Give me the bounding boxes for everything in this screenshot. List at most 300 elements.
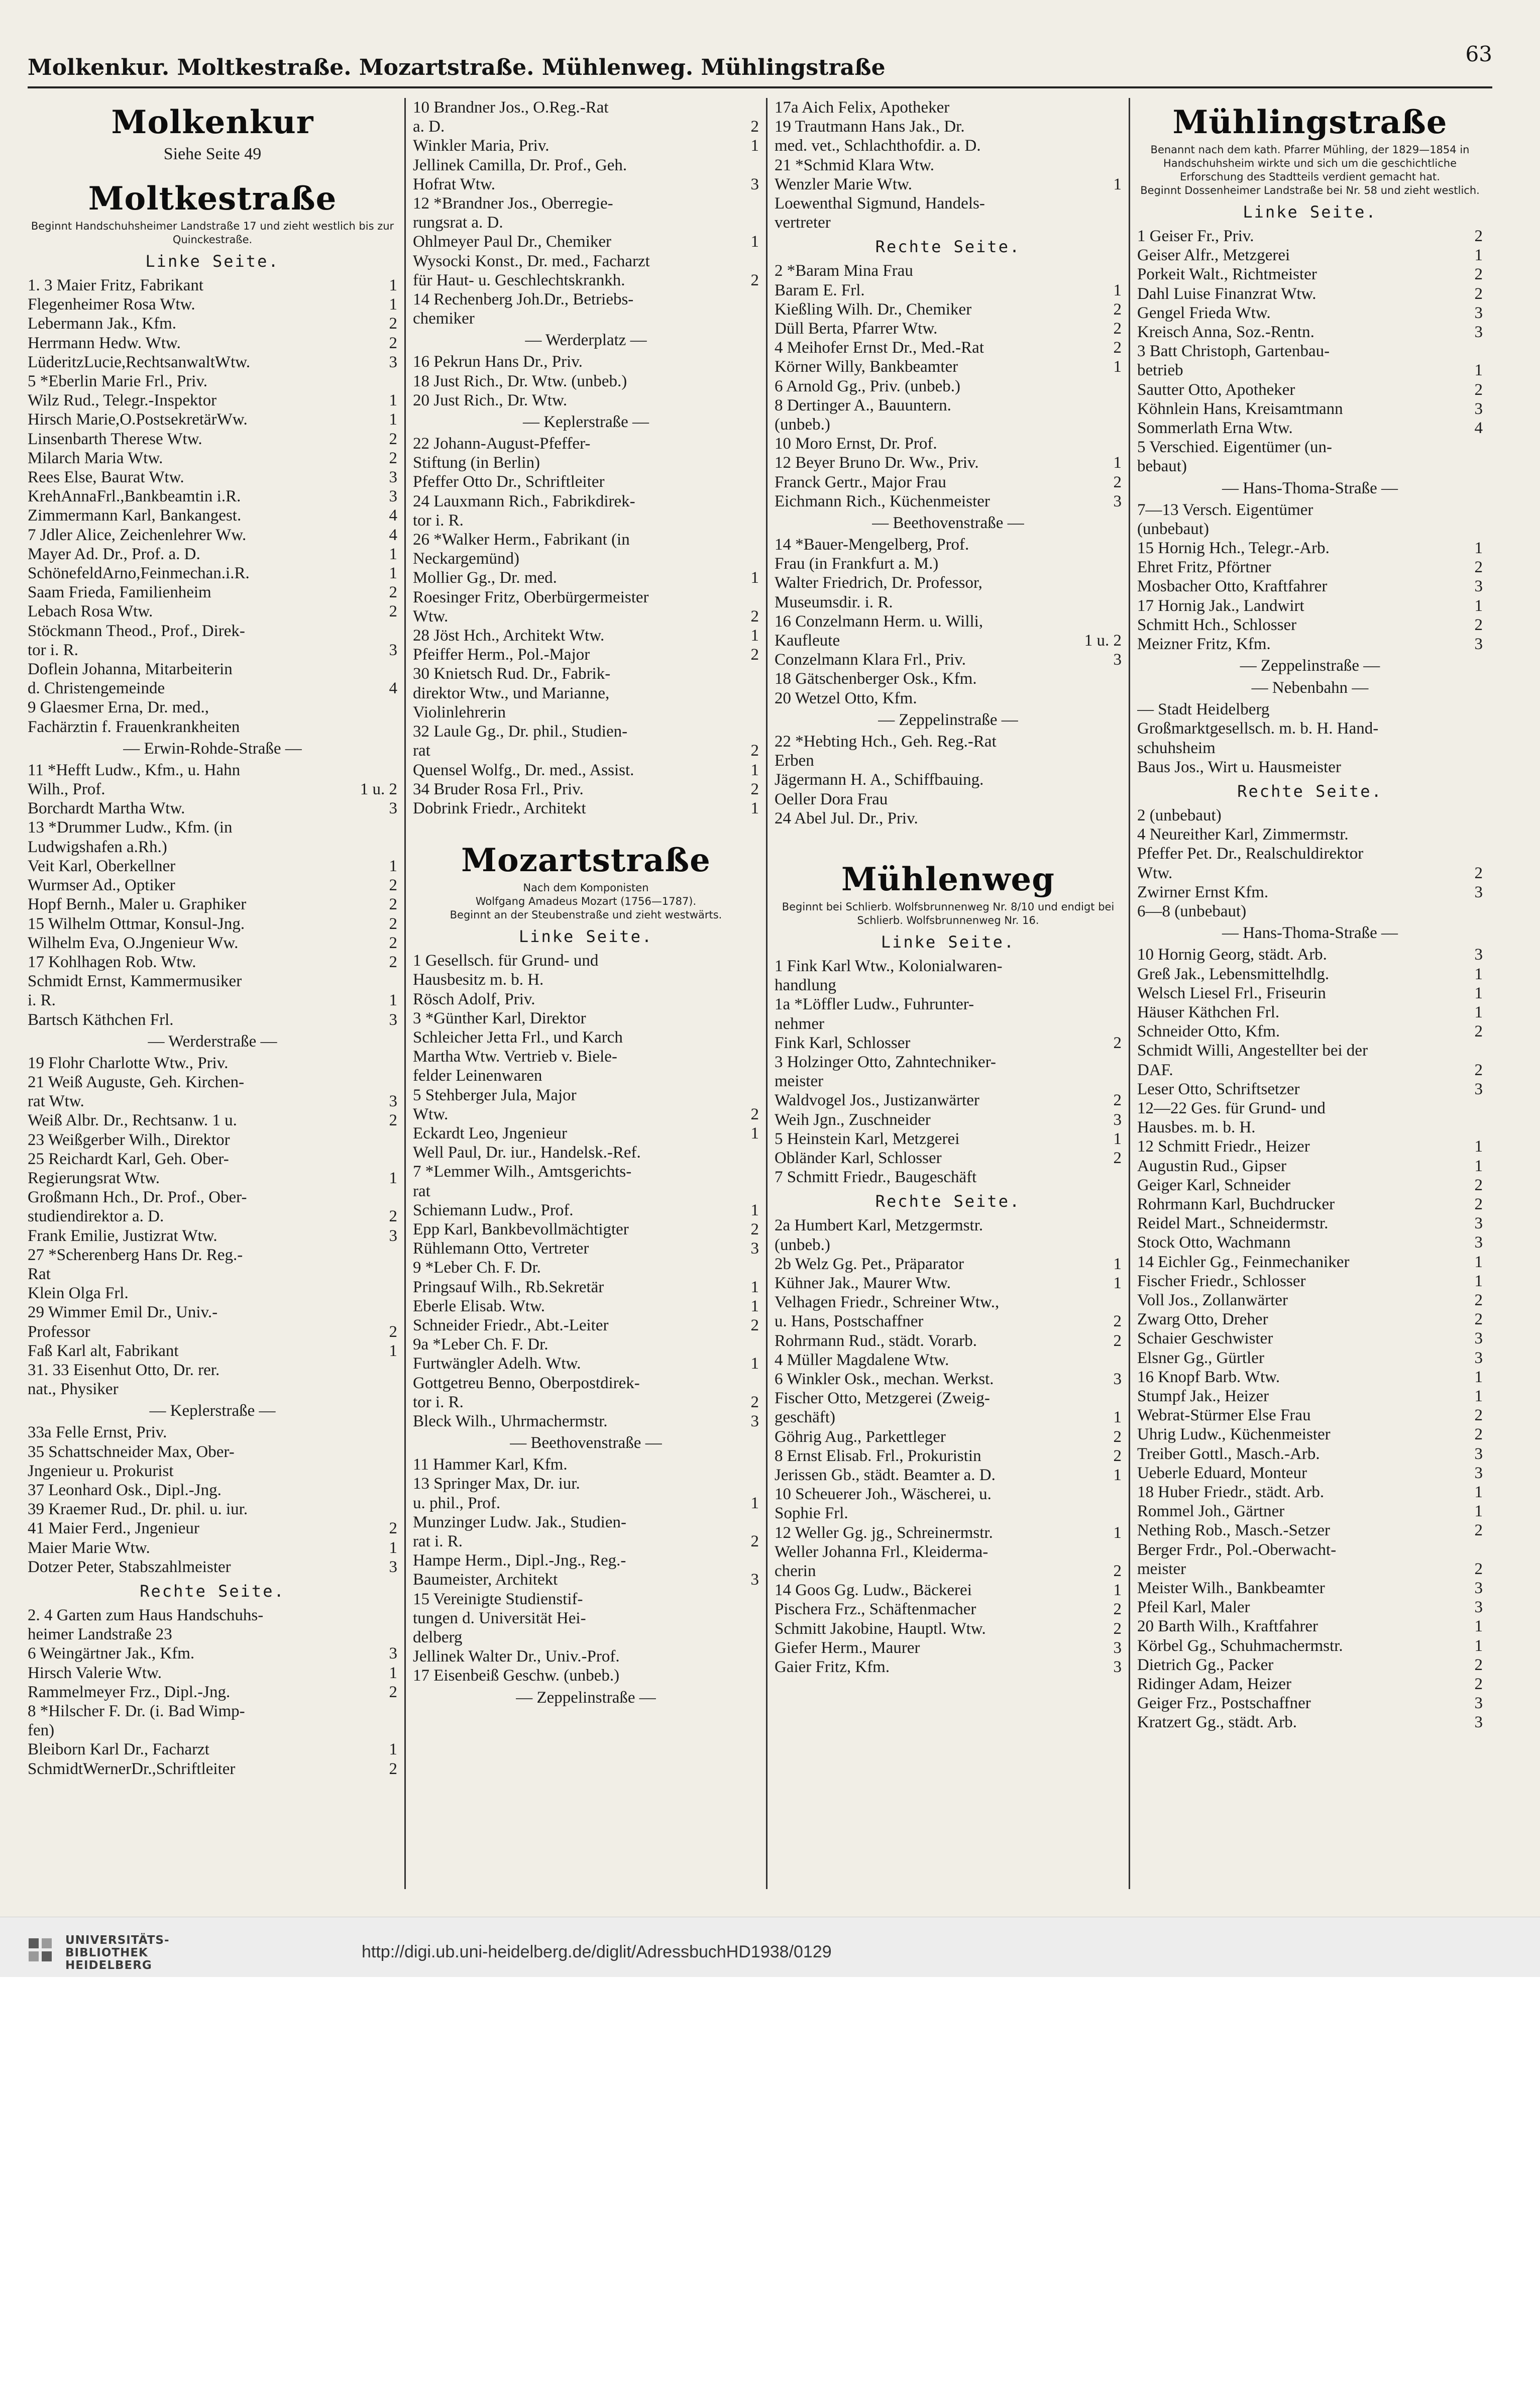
directory-entry xyxy=(775,554,1122,573)
directory-entry xyxy=(413,352,759,371)
floor-number xyxy=(1481,844,1483,863)
entry-text: Giefer Herm., Maurer xyxy=(775,1638,920,1657)
directory-entry xyxy=(775,1485,1122,1504)
directory-entry xyxy=(775,535,1122,554)
directory-entry xyxy=(413,1028,759,1047)
floor-number xyxy=(395,1130,397,1150)
floor-number: 2 xyxy=(1474,558,1483,577)
floor-number xyxy=(1120,751,1122,770)
entry-text: 8 *Hilscher F. Dr. (i. Bad Wimp- xyxy=(28,1702,245,1721)
floor-number xyxy=(1481,719,1483,738)
directory-entry xyxy=(413,645,759,664)
directory-entry xyxy=(413,568,759,587)
entry-text: Fachärztin f. Frauenkrankheiten xyxy=(28,717,240,736)
spacer xyxy=(775,837,1122,846)
floor-number: 2 xyxy=(1474,1195,1483,1213)
floor-number: 2 xyxy=(750,646,759,664)
entry-text: 21 *Schmid Klara Wtw. xyxy=(775,156,935,174)
directory-entry xyxy=(413,391,759,410)
entry-text: Weih Jgn., Zuschneider xyxy=(775,1110,931,1129)
directory-entry xyxy=(1137,558,1483,577)
directory-entry xyxy=(1137,457,1483,476)
entry-text: Wtw. xyxy=(413,1105,449,1123)
directory-entry xyxy=(775,650,1122,669)
column-3 xyxy=(766,98,1129,1889)
entry-text: felder Leinenwaren xyxy=(413,1067,542,1085)
floor-number xyxy=(395,1188,397,1207)
floor-number xyxy=(757,492,759,511)
floor-number xyxy=(757,703,759,722)
directory-entry xyxy=(413,703,759,722)
directory-entry xyxy=(775,669,1122,688)
directory-entry xyxy=(28,1644,397,1663)
directory-entry xyxy=(1137,1253,1483,1272)
directory-entry xyxy=(413,951,759,970)
entry-text: 16 Knopf Barb. Wtw. xyxy=(1137,1368,1280,1386)
entry-text: 17 Eisenbeiß Geschw. (unbeb.) xyxy=(413,1667,620,1685)
directory-entry xyxy=(1137,965,1483,984)
floor-number xyxy=(1120,1485,1122,1504)
floor-number xyxy=(395,1073,397,1092)
entry-text: Großmarktgesellsch. m. b. H. Hand- xyxy=(1137,719,1379,738)
entry-text: geschäft) xyxy=(775,1408,835,1427)
floor-number: 2 xyxy=(389,430,397,448)
street-heading: Moltkestraße xyxy=(88,180,337,218)
entry-text: rungsrat a. D. xyxy=(413,214,503,232)
floor-number xyxy=(1120,689,1122,708)
floor-number: 2 xyxy=(389,1111,397,1130)
entry-text: 1 Geiser Fr., Priv. xyxy=(1137,227,1254,245)
entry-text: KrehAnnaFrl.,Bankbeamtin i.R. xyxy=(28,487,241,506)
floor-number xyxy=(1120,790,1122,809)
entry-text: 32 Laule Gg., Dr. phil., Studien- xyxy=(413,722,628,741)
floor-number xyxy=(757,684,759,703)
floor-number: 1 xyxy=(1474,1272,1483,1290)
entry-text: Hausbes. m. b. H. xyxy=(1137,1118,1256,1137)
floor-number xyxy=(395,1054,397,1073)
entry-text: Schmitt Hch., Schlosser xyxy=(1137,615,1297,634)
directory-entry xyxy=(775,98,1122,117)
entry-text: 11 *Hefft Ludw., Kfm., u. Hahn xyxy=(28,761,241,779)
floor-number xyxy=(395,1462,397,1481)
cross-street-marker: — Hans-Thoma-Straße — xyxy=(1222,924,1398,943)
floor-number: 3 xyxy=(389,1226,397,1245)
directory-entry xyxy=(28,526,397,545)
entry-text: Schaier Geschwister xyxy=(1137,1329,1273,1348)
entry-text: Linsenbarth Therese Wtw. xyxy=(28,430,202,448)
entry-text: Sautter Otto, Apotheker xyxy=(1137,380,1295,399)
entry-text: Bleck Wilh., Uhrmachermstr. xyxy=(413,1412,608,1430)
floor-number xyxy=(1120,136,1122,155)
spacer xyxy=(413,818,759,827)
directory-entry xyxy=(413,453,759,472)
directory-entry xyxy=(775,751,1122,770)
directory-entry xyxy=(28,1625,397,1644)
directory-entry xyxy=(775,1168,1122,1187)
directory-entry xyxy=(28,1361,397,1380)
directory-entry xyxy=(413,1278,759,1297)
directory-entry xyxy=(28,1322,397,1341)
floor-number xyxy=(395,1361,397,1380)
entry-text: — Stadt Heidelberg xyxy=(1137,700,1270,719)
directory-entry xyxy=(775,415,1122,434)
entry-text: Jellinek Camilla, Dr. Prof., Geh. xyxy=(413,156,627,174)
directory-entry xyxy=(1137,1617,1483,1636)
floor-number xyxy=(395,1150,397,1169)
floor-number: 1 xyxy=(1113,1129,1122,1148)
entry-text: 10 Scheuerer Joh., Wäscherei, u. xyxy=(775,1485,992,1504)
entry-text: Geiger Frz., Postschaffner xyxy=(1137,1694,1311,1713)
directory-entry xyxy=(1137,825,1483,844)
directory-entry xyxy=(413,1374,759,1393)
entry-text: 9a *Leber Ch. F. Dr. xyxy=(413,1335,548,1354)
floor-number xyxy=(1120,1216,1122,1235)
entry-text: Elsner Gg., Gürtler xyxy=(1137,1348,1264,1367)
directory-entry xyxy=(28,295,397,314)
directory-entry xyxy=(775,434,1122,453)
directory-entry xyxy=(413,1143,759,1162)
directory-entry xyxy=(775,573,1122,592)
directory-entry xyxy=(28,1663,397,1683)
directory-entry xyxy=(775,175,1122,194)
directory-entry xyxy=(28,1740,397,1759)
column-4 xyxy=(1129,98,1490,1889)
floor-number: 4 xyxy=(1474,419,1483,438)
directory-entry xyxy=(413,1393,759,1412)
entry-text: 19 Flohr Charlotte Wtw., Priv. xyxy=(28,1054,229,1072)
floor-number: 1 xyxy=(750,137,759,155)
floor-number: 3 xyxy=(1474,1233,1483,1252)
directory-entry xyxy=(413,1335,759,1354)
floor-number xyxy=(1481,739,1483,758)
floor-number: 3 xyxy=(1474,399,1483,418)
directory-entry xyxy=(28,564,397,583)
entry-text: meister xyxy=(775,1072,824,1091)
floor-number xyxy=(757,309,759,328)
floor-number: 3 xyxy=(389,353,397,371)
floor-number: 1 xyxy=(1474,1368,1483,1386)
entry-text: 28 Jöst Hch., Architekt Wtw. xyxy=(413,627,605,645)
floor-number xyxy=(395,818,397,837)
floor-number xyxy=(757,1335,759,1354)
directory-entry xyxy=(775,1274,1122,1293)
entry-text: 14 Rechenberg Joh.Dr., Betriebs- xyxy=(413,290,634,309)
entry-text: Hausbesitz m. b. H. xyxy=(413,971,544,989)
floor-number: 4 xyxy=(389,679,397,698)
directory-entry xyxy=(413,213,759,232)
directory-entry xyxy=(1137,1425,1483,1444)
directory-entry xyxy=(28,679,397,698)
entry-text: Rommel Joh., Gärtner xyxy=(1137,1502,1285,1521)
floor-number: 3 xyxy=(1113,492,1122,510)
directory-entry xyxy=(775,1504,1122,1523)
entry-text: Doflein Johanna, Mitarbeiterin xyxy=(28,660,233,679)
floor-number: 2 xyxy=(1113,320,1122,338)
floor-number: 3 xyxy=(750,1412,759,1430)
entry-text: Rühlemann Otto, Vertreter xyxy=(413,1239,589,1258)
street-side-heading: Linke Seite. xyxy=(145,252,280,271)
entry-text: Hirsch Valerie Wtw. xyxy=(28,1663,162,1682)
floor-number: 2 xyxy=(750,607,759,626)
floor-number: 1 xyxy=(1474,1253,1483,1271)
floor-number: 2 xyxy=(1113,1427,1122,1446)
directory-entry xyxy=(775,1072,1122,1091)
floor-number: 2 xyxy=(1474,1675,1483,1694)
directory-entry xyxy=(775,396,1122,415)
entry-text: Borchardt Martha Wtw. xyxy=(28,799,185,818)
entry-text: Professor xyxy=(28,1322,90,1341)
entry-text: Leser Otto, Schriftsetzer xyxy=(1137,1080,1300,1098)
directory-entry xyxy=(1137,700,1483,719)
floor-number xyxy=(395,761,397,780)
floor-number: 3 xyxy=(389,1644,397,1663)
source-url[interactable]: http://digi.ub.uni-heidelberg.de/diglit/AdressbuchHD1938/0129 xyxy=(362,1942,832,1961)
floor-number: 2 xyxy=(1113,300,1122,319)
entry-text: Maier Marie Wtw. xyxy=(28,1538,150,1557)
entry-text: 18 Huber Friedr., städt. Arb. xyxy=(1137,1483,1325,1501)
floor-number: 3 xyxy=(1474,946,1483,964)
entry-text: Regierungsrat Wtw. xyxy=(28,1169,160,1187)
directory-entry xyxy=(1137,1348,1483,1368)
entry-text: Well Paul, Dr. iur., Handelsk.-Ref. xyxy=(413,1143,641,1162)
floor-number xyxy=(1120,1293,1122,1312)
entry-text: Gengel Frieda Wtw. xyxy=(1137,303,1271,322)
cross-street-marker: — Zeppelinstraße — xyxy=(1240,657,1380,675)
directory-entry xyxy=(28,487,397,506)
entry-text: 12 Schmitt Friedr., Heizer xyxy=(1137,1137,1310,1156)
entry-text: 5 Verschied. Eigentümer (un- xyxy=(1137,438,1332,457)
directory-entry xyxy=(775,1216,1122,1235)
directory-entry xyxy=(1137,1291,1483,1310)
entry-text: 31. 33 Eisenhut Otto, Dr. rer. xyxy=(28,1361,220,1379)
floor-number: 3 xyxy=(1113,1638,1122,1657)
floor-number xyxy=(1120,554,1122,573)
entry-text: Milarch Maria Wtw. xyxy=(28,449,163,467)
directory-entry xyxy=(1137,1272,1483,1291)
entry-text: 17a Aich Felix, Apotheker xyxy=(775,98,950,117)
floor-number: 1 xyxy=(1113,1581,1122,1600)
entry-text: 16 Conzelmann Herm. u. Willi, xyxy=(775,612,983,631)
entry-text: LüderitzLucie,RechtsanwaltWtw. xyxy=(28,353,251,371)
floor-number: 3 xyxy=(1474,883,1483,901)
entry-text: 6—8 (unbebaut) xyxy=(1137,902,1247,921)
entry-text: Rohrmann Karl, Buchdrucker xyxy=(1137,1195,1335,1213)
floor-number xyxy=(1120,1235,1122,1255)
floor-number: 2 xyxy=(1474,1176,1483,1194)
floor-number xyxy=(395,1481,397,1500)
entry-text: 10 Hornig Georg, städt. Arb. xyxy=(1137,946,1327,964)
entry-text: Göhrig Aug., Parkettleger xyxy=(775,1427,946,1446)
floor-number xyxy=(757,213,759,232)
floor-number: 2 xyxy=(1113,1033,1122,1052)
floor-number xyxy=(757,1666,759,1685)
entry-text: 14 *Bauer-Mengelberg, Prof. xyxy=(775,536,969,554)
floor-number xyxy=(757,951,759,970)
floor-number: 2 xyxy=(1113,339,1122,357)
floor-number: 2 xyxy=(389,583,397,602)
cross-street-marker: — Werderstraße — xyxy=(148,1032,277,1051)
entry-text: Gottgetreu Benno, Oberpostdirek- xyxy=(413,1374,640,1392)
entry-text: tungen d. Universität Hei- xyxy=(413,1609,586,1627)
entry-text: 9 *Leber Ch. F. Dr. xyxy=(413,1259,541,1277)
cross-street-marker: — Hans-Thoma-Straße — xyxy=(1222,479,1398,497)
floor-number: 2 xyxy=(1474,1406,1483,1425)
floor-number xyxy=(757,549,759,568)
floor-number: 2 xyxy=(389,1683,397,1701)
entry-text: Stock Otto, Wachmann xyxy=(1137,1233,1291,1252)
floor-number xyxy=(1120,98,1122,117)
floor-number: 1 xyxy=(389,1169,397,1187)
floor-number xyxy=(757,1551,759,1570)
floor-number xyxy=(1481,519,1483,539)
directory-entry xyxy=(28,933,397,953)
floor-number: 2 xyxy=(750,271,759,289)
entry-text: Gaier Fritz, Kfm. xyxy=(775,1658,890,1677)
directory-entry xyxy=(413,232,759,251)
entry-text: (unbeb.) xyxy=(775,1235,830,1254)
entry-text: 22 *Hebting Hch., Geh. Reg.-Rat xyxy=(775,732,997,751)
floor-number: 2 xyxy=(750,1393,759,1411)
entry-text: 4 Meihofer Ernst Dr., Med.-Rat xyxy=(775,339,984,357)
directory-entry xyxy=(775,1091,1122,1110)
directory-entry xyxy=(775,492,1122,511)
entry-text: Fischer Friedr., Schlosser xyxy=(1137,1272,1306,1290)
entry-text: Museumsdir. i. R. xyxy=(775,593,893,611)
running-head xyxy=(28,36,1492,88)
entry-text: Webrat-Stürmer Else Frau xyxy=(1137,1406,1311,1425)
entry-text: 14 Eichler Gg., Feinmechaniker xyxy=(1137,1253,1350,1271)
directory-entry xyxy=(28,1169,397,1188)
directory-entry xyxy=(28,1500,397,1519)
directory-entry xyxy=(413,309,759,328)
entry-text: Berger Frdr., Pol.-Oberwacht- xyxy=(1137,1540,1337,1559)
street-side-heading: Rechte Seite. xyxy=(140,1582,285,1601)
directory-entry xyxy=(1137,1099,1483,1118)
floor-number xyxy=(757,352,759,371)
entry-text: 2b Welz Gg. Pet., Präparator xyxy=(775,1255,964,1273)
floor-number: 1 xyxy=(750,1494,759,1512)
floor-number: 2 xyxy=(389,315,397,333)
floor-number: 3 xyxy=(1474,1464,1483,1482)
spacer xyxy=(28,165,397,174)
entry-text: 25 Reichardt Karl, Geh. Ober- xyxy=(28,1150,229,1168)
directory-entry xyxy=(413,290,759,309)
directory-entry xyxy=(28,1207,397,1226)
entry-text: 15 Hornig Hch., Telegr.-Arb. xyxy=(1137,539,1330,558)
entry-text: 4 Neureither Karl, Zimmermstr. xyxy=(1137,825,1349,844)
entry-text: Conzelmann Klara Frl., Priv. xyxy=(775,651,966,669)
floor-number xyxy=(1481,806,1483,825)
directory-entry xyxy=(775,631,1122,650)
floor-number xyxy=(757,1162,759,1181)
directory-entry xyxy=(413,1162,759,1181)
directory-entry xyxy=(28,1245,397,1265)
directory-entry xyxy=(28,391,397,410)
entry-text: Meizner Fritz, Kfm. xyxy=(1137,635,1271,654)
entry-text: Jngenieur u. Prokurist xyxy=(28,1462,174,1480)
directory-entry xyxy=(1137,284,1483,303)
entry-text: Ohlmeyer Paul Dr., Chemiker xyxy=(413,233,612,251)
directory-entry xyxy=(775,689,1122,708)
entry-text: Furtwängler Adelh. Wtw. xyxy=(413,1355,581,1373)
entry-text: Wilh., Prof. xyxy=(28,780,105,799)
floor-number xyxy=(395,1423,397,1442)
entry-text: 18 Just Rich., Dr. Wtw. (unbeb.) xyxy=(413,372,627,390)
floor-number xyxy=(757,970,759,989)
floor-number: 3 xyxy=(1474,1694,1483,1713)
street-heading: Molkenkur xyxy=(111,103,314,141)
directory-entry xyxy=(775,319,1122,338)
directory-entry xyxy=(775,1427,1122,1446)
entry-text: Violinlehrerin xyxy=(413,703,506,721)
directory-entry xyxy=(28,545,397,564)
entry-text: Schiemann Ludw., Prof. xyxy=(413,1201,574,1219)
directory-entry xyxy=(28,1150,397,1169)
floor-number: 1 xyxy=(389,1663,397,1682)
entry-text: 5 Stehberger Jula, Major xyxy=(413,1086,577,1104)
floor-number: 3 xyxy=(1474,635,1483,654)
floor-number: 3 xyxy=(389,1092,397,1111)
floor-number: 2 xyxy=(750,1532,759,1550)
directory-entry xyxy=(775,1312,1122,1331)
floor-number xyxy=(1120,612,1122,631)
floor-number: 2 xyxy=(1113,1312,1122,1331)
entry-text: Saam Frieda, Familienheim xyxy=(28,583,211,602)
floor-number: 1 xyxy=(1474,1483,1483,1501)
directory-entry xyxy=(28,1606,397,1625)
entry-text: 16 Pekrun Hans Dr., Priv. xyxy=(413,353,583,371)
entry-text: betrieb xyxy=(1137,361,1183,380)
directory-entry xyxy=(28,1702,397,1721)
entry-text: studiendirektor a. D. xyxy=(28,1207,164,1226)
floor-number xyxy=(1120,770,1122,789)
entry-text: rat i. R. xyxy=(413,1532,463,1550)
entry-text: Dietrich Gg., Packer xyxy=(1137,1655,1274,1674)
cross-street-marker: — Nebenbahn — xyxy=(1251,679,1369,697)
directory-entry xyxy=(413,741,759,760)
floor-number xyxy=(757,1647,759,1666)
entry-text: Epp Karl, Bankbevollmächtigter xyxy=(413,1220,629,1238)
directory-entry xyxy=(1137,1329,1483,1348)
entry-text: a. D. xyxy=(413,118,445,136)
floor-number xyxy=(395,1380,397,1399)
entry-text: Kühner Jak., Maurer Wtw. xyxy=(775,1274,951,1292)
entry-text: Welsch Liesel Frl., Friseurin xyxy=(1137,984,1326,1002)
directory-entry xyxy=(1137,1636,1483,1655)
floor-number xyxy=(1120,194,1122,213)
floor-number xyxy=(757,290,759,309)
floor-number: 1 xyxy=(1113,1466,1122,1484)
floor-number xyxy=(1120,995,1122,1014)
floor-number xyxy=(395,660,397,679)
directory-entry xyxy=(775,593,1122,612)
entry-text: Herrmann Hedw. Wtw. xyxy=(28,334,181,352)
directory-entry xyxy=(775,357,1122,376)
entry-text: Eichmann Rich., Küchenmeister xyxy=(775,492,990,510)
directory-entry xyxy=(1137,1022,1483,1041)
floor-number xyxy=(1120,1350,1122,1370)
entry-text: Kießling Wilh. Dr., Chemiker xyxy=(775,300,972,319)
directory-entry xyxy=(28,698,397,717)
floor-number: 1 xyxy=(1113,454,1122,472)
entry-text: Wtw. xyxy=(413,607,449,626)
entry-text: Bleiborn Karl Dr., Facharzt xyxy=(28,1740,209,1759)
directory-entry xyxy=(413,549,759,568)
directory-entry xyxy=(28,621,397,641)
floor-number xyxy=(1481,902,1483,921)
entry-text: Zwarg Otto, Dreher xyxy=(1137,1310,1268,1329)
directory-entry xyxy=(775,213,1122,232)
